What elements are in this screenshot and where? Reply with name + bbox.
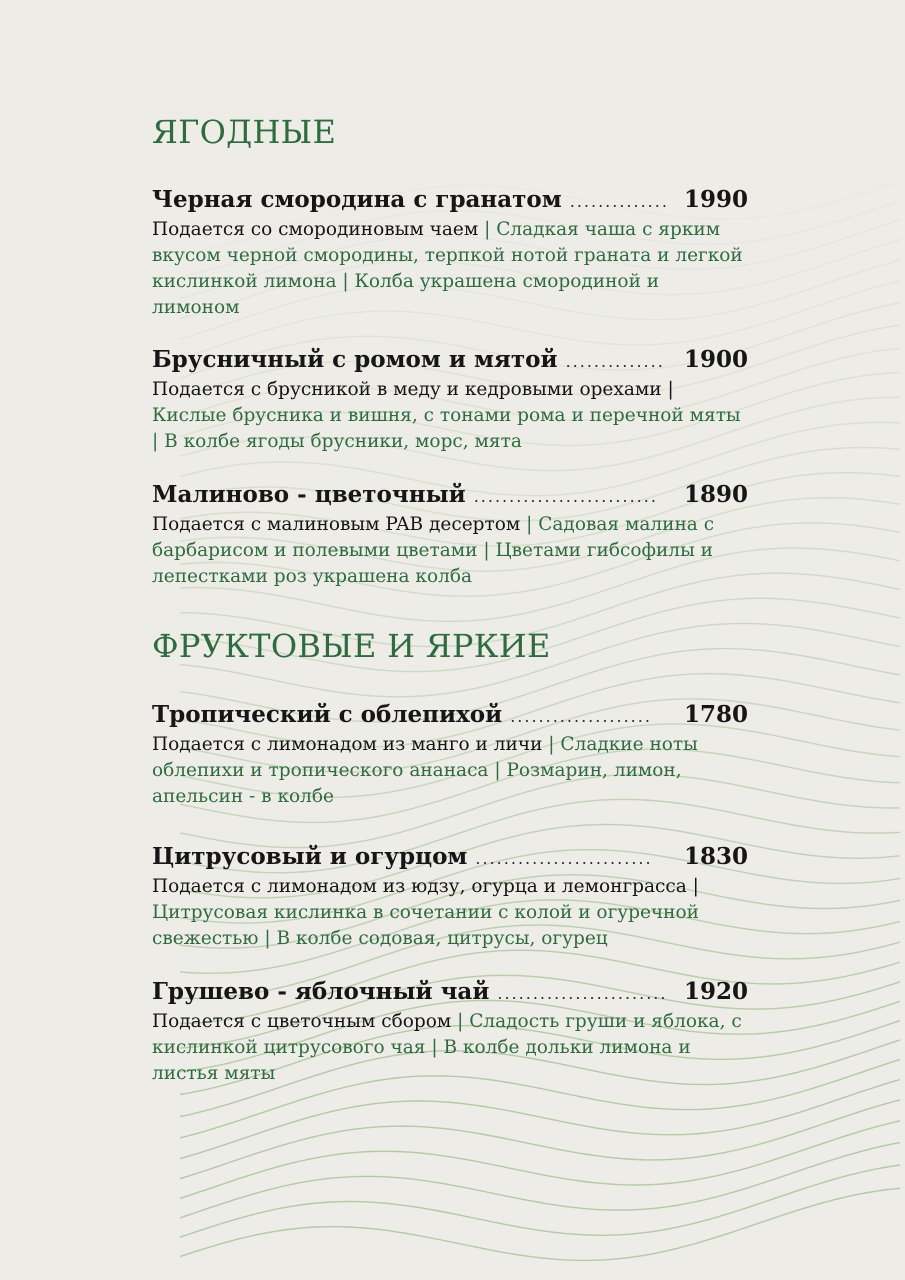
item-name: Малиново - цветочный <box>152 481 466 508</box>
item-details: Кислые брусника и вишня, с тонами рома и перечной мяты | В колбе ягоды брусники, морс, мята <box>152 405 741 452</box>
item-price: 1830 <box>683 843 748 870</box>
item-details: | Сладкие ноты облепихи и тропического ананаса | Розмарин, лимон, апельсин - в колбе <box>152 734 698 807</box>
menu-item-tropical-seabuckthorn <box>152 701 748 810</box>
item-serving: Подается с лимонадом из юдзу, огурца и лемонграсса | <box>152 876 699 897</box>
item-name: Брусничный с ромом и мятой <box>152 346 558 373</box>
item-price: 1780 <box>683 701 748 728</box>
wave-line <box>180 1121 900 1199</box>
menu-item-lingonberry <box>152 346 748 455</box>
item-description <box>152 874 748 952</box>
menu-item-pear-apple-tea <box>152 978 748 1087</box>
item-name: Грушево - яблочный чай <box>152 978 490 1005</box>
item-name: Цитрусовый и огурцом <box>152 843 468 870</box>
item-name: Черная смородина с гранатом <box>152 186 562 213</box>
item-price: 1920 <box>683 978 748 1005</box>
item-serving: Подается с цветочным сбором <box>152 1011 452 1032</box>
item-details: | Сладкая чаша с ярким вкусом черной смородины, терпкой нотой граната и легкой кислинкой лимона | Колба украшена смородиной и лимоном <box>152 219 743 318</box>
wave-line <box>180 1080 900 1159</box>
item-description <box>152 512 748 590</box>
wave-line <box>180 1165 900 1237</box>
item-description <box>152 377 748 455</box>
item-leader-dots: ......................... <box>475 849 653 868</box>
item-description <box>152 217 748 321</box>
item-details: Цитрусовая кислинка в сочетании с колой и огуречной свежестью | В колбе содовая, цитрусы, огурец <box>152 902 699 949</box>
item-leader-dots: ........................ <box>497 984 668 1003</box>
item-serving: Подается с брусникой в меду и кедровыми орехами | <box>152 379 674 400</box>
item-price: 1890 <box>683 481 748 508</box>
item-description <box>152 732 748 810</box>
item-price: 1990 <box>683 186 748 213</box>
wave-line <box>180 1100 900 1179</box>
item-leader-dots: .............. <box>569 192 669 211</box>
menu-item-blackcurrant <box>152 186 748 321</box>
item-description <box>152 1009 748 1087</box>
section-title-berry: ЯГОДНЫЕ <box>152 113 337 151</box>
item-leader-dots: .......................... <box>473 487 658 506</box>
item-name: Тропический с облепихой <box>152 701 503 728</box>
item-details: | Садовая малина с барбарисом и полевыми цветами | Цветами гибсофилы и лепестками роз украшена колба <box>152 514 715 587</box>
wave-line <box>180 1188 900 1260</box>
wave-line <box>180 1143 900 1218</box>
item-leader-dots: .............. <box>565 352 665 371</box>
item-details: | Сладость груши и яблока, с кислинкой цитрусового чая | В колбе дольки лимона и листья мяты <box>152 1011 742 1084</box>
item-serving: Подается с лимонадом из манго и личи <box>152 734 543 755</box>
menu-item-raspberry-floral <box>152 481 748 590</box>
item-price: 1900 <box>683 346 748 373</box>
item-serving: Подается с малиновым PAB десертом <box>152 514 521 535</box>
section-title-fruity: ФРУКТОВЫЕ И ЯРКИЕ <box>152 627 551 665</box>
item-leader-dots: .................... <box>510 707 652 726</box>
menu-item-citrus-cucumber <box>152 843 748 952</box>
item-serving: Подается со смородиновым чаем <box>152 219 479 240</box>
